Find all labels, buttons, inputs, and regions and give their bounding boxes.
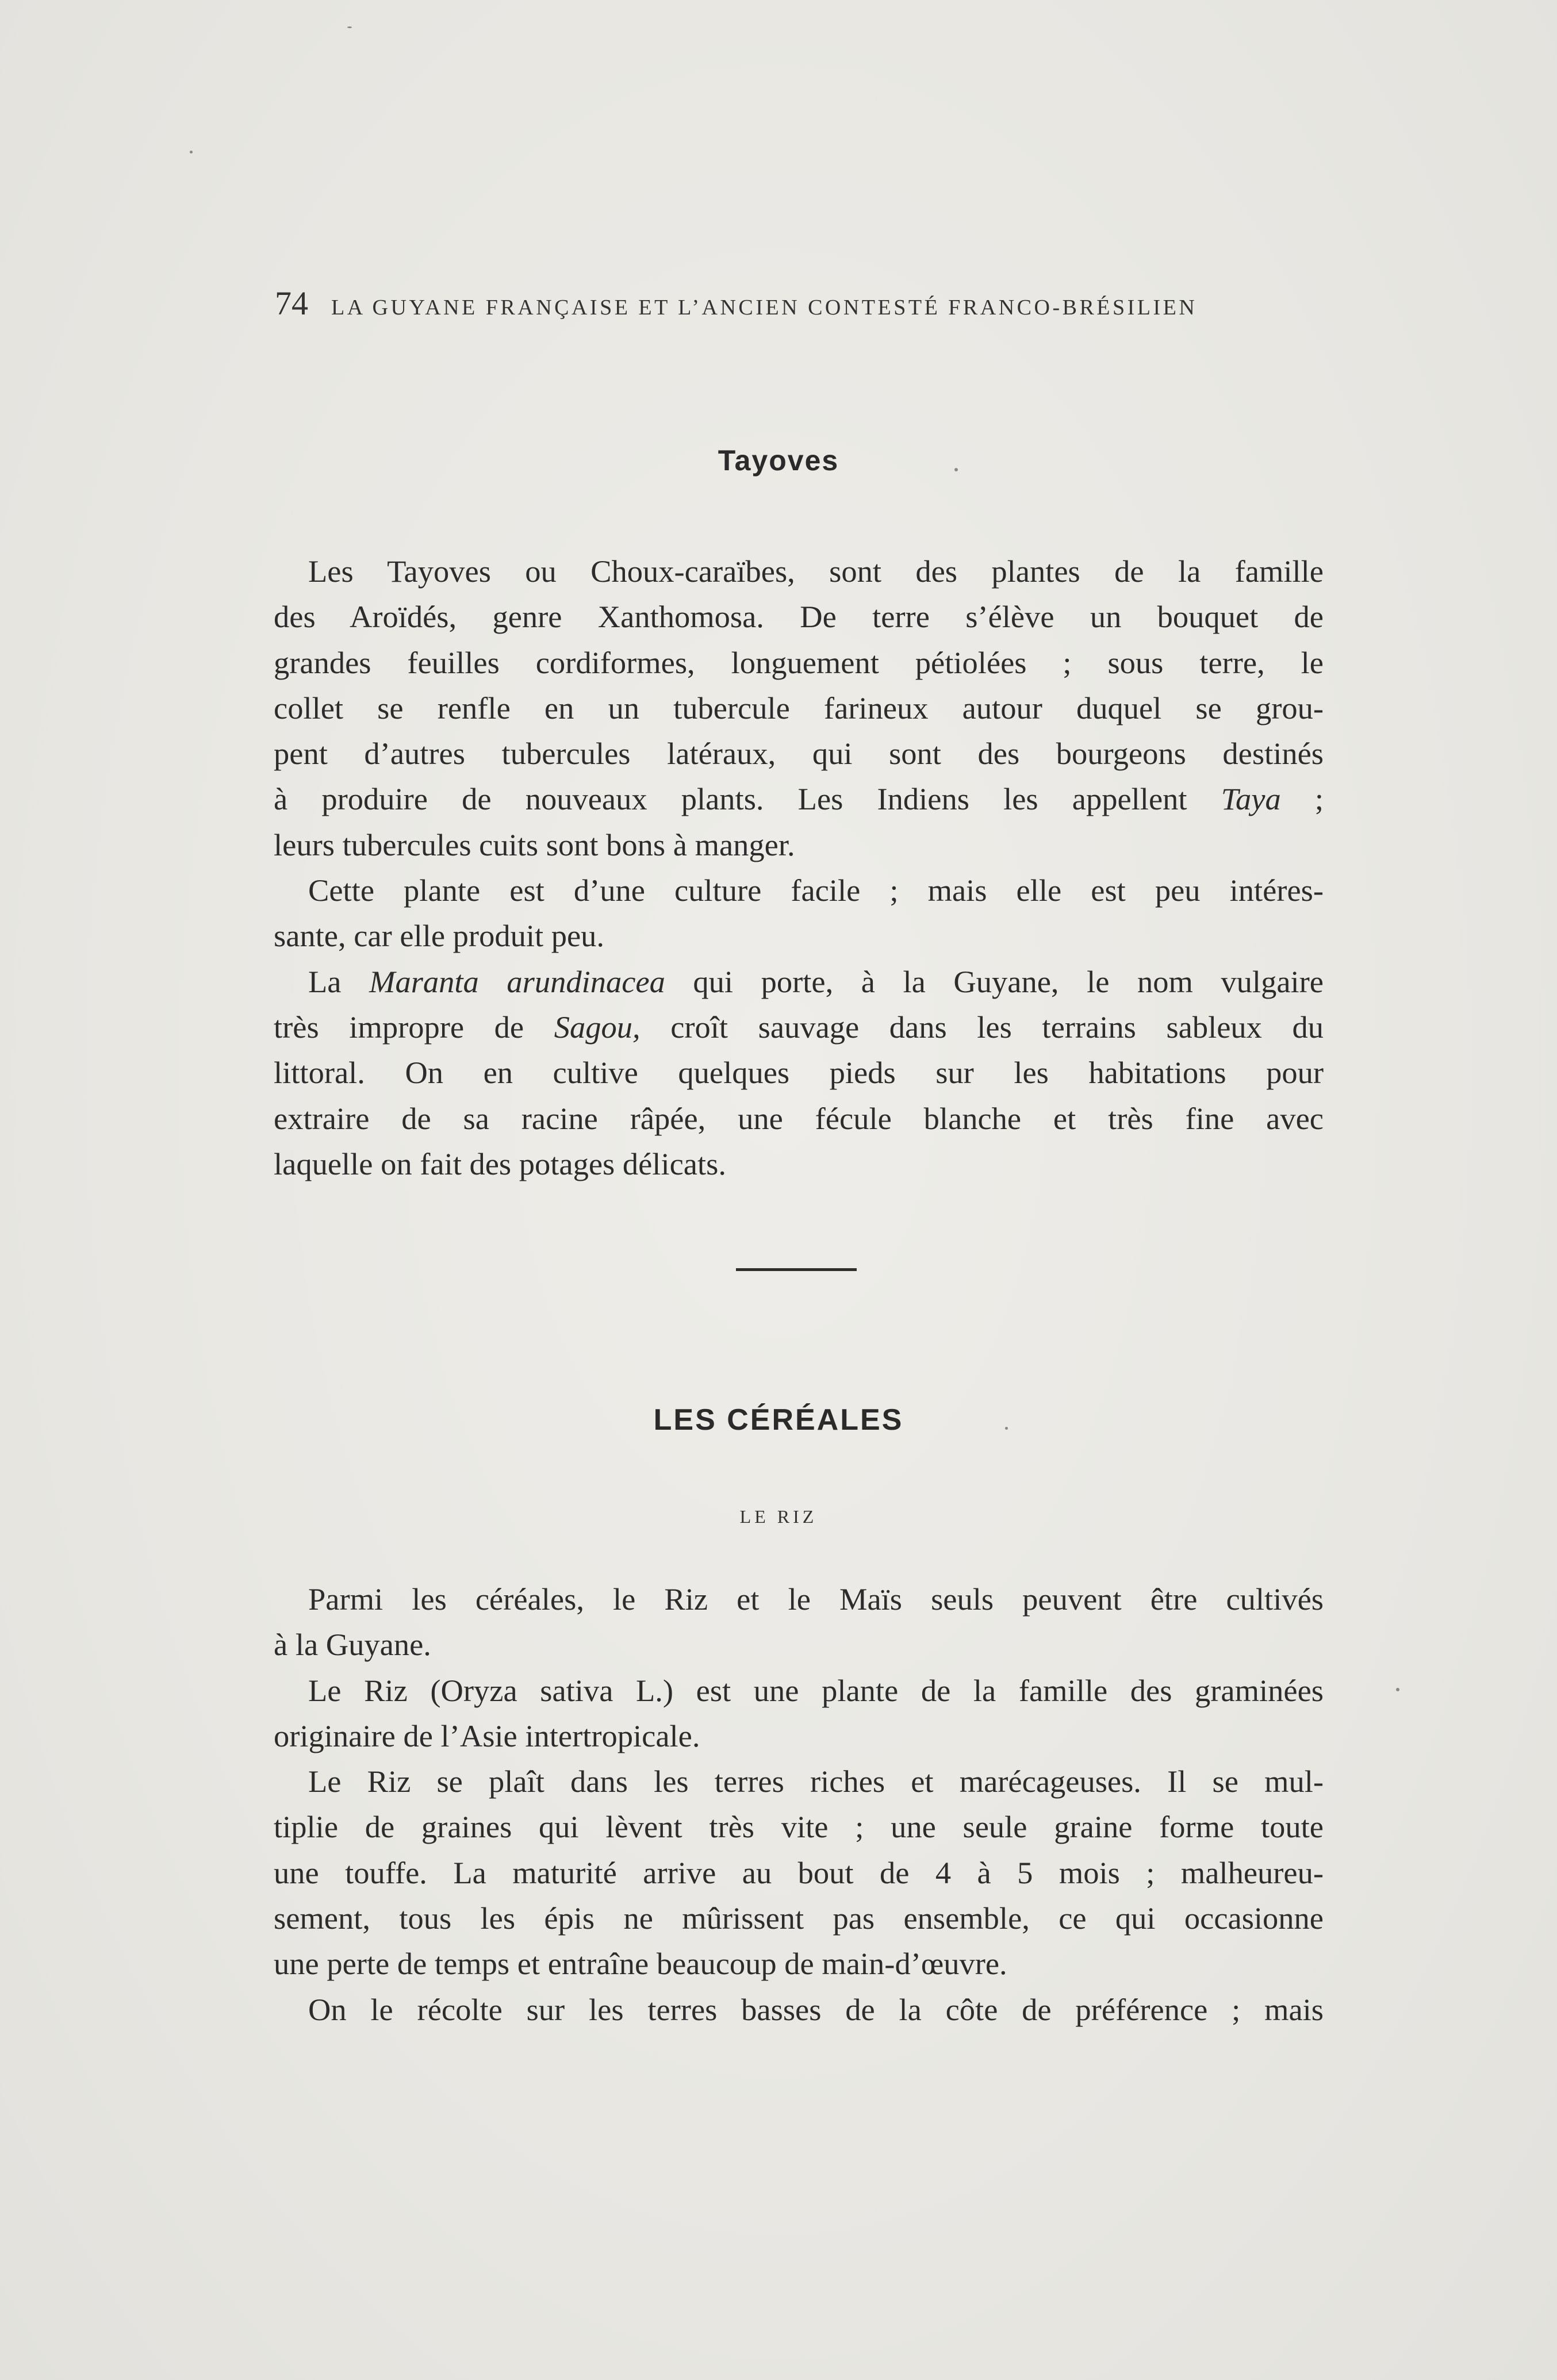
paper-speck [190, 151, 193, 153]
text-segment: croît sauvage dans les terrains sableux du [670, 1009, 1324, 1045]
subsection-title-riz: LE RIZ [739, 1506, 818, 1527]
paper-speck [1396, 1688, 1399, 1691]
text-line [274, 776, 1324, 822]
text-line: Parmi les céréales, le Riz et le Maïs seuls peuvent être cultivés [308, 1581, 1324, 1617]
text-line: On le récolte sur les terres basses de la côte de préférence ; mais [308, 1991, 1324, 2027]
section-divider [736, 1268, 857, 1271]
italic-term: Taya [1221, 781, 1281, 817]
text-line: leurs tubercules cuits sont bons à manger. [274, 827, 795, 862]
text-segment: qui porte, à la Guyane, le nom vulgaire [693, 963, 1324, 999]
text-line: extraire de sa racine râpée, une fécule blanche et très fine avec [274, 1100, 1324, 1136]
tayoves-body [274, 548, 1324, 1187]
text-line: une perte de temps et entraîne beaucoup de main-d’œuvre. [274, 1946, 1007, 1982]
text-line [274, 959, 1324, 1004]
page-number: 74 [275, 285, 308, 322]
text-line: Le Riz (Oryza sativa L.) est une plante de la famille des graminées [308, 1672, 1324, 1708]
text-line: Le Riz se plaît dans les terres riches et marécageuses. Il se mul- [308, 1764, 1324, 1799]
cereales-body [274, 1576, 1324, 2032]
text-line: pent d’autres tubercules latéraux, qui sont des bourgeons destinés [274, 736, 1324, 771]
text-line: originaire de l’Asie intertropicale. [274, 1718, 700, 1753]
text-line: grandes feuilles cordiformes, longuement pétiolées ; sous terre, le [274, 644, 1324, 680]
text-line: littoral. On en cultive quelques pieds sur les habitations pour [274, 1055, 1324, 1091]
text-line: sement, tous les épis ne mûrissent pas ensemble, ce qui occasionne [274, 1901, 1324, 1936]
section-title-tayoves: Tayoves [718, 444, 839, 477]
text-line: à la Guyane. [274, 1627, 431, 1663]
text-line: des Aroïdés, genre Xanthomosa. De terre s’élève un bouquet de [274, 599, 1324, 635]
italic-term: Sagou, [554, 1009, 641, 1045]
section-title-cereales: LES CÉRÉALES [653, 1403, 904, 1437]
text-line [274, 1004, 1324, 1050]
text-segment: très impropre de [274, 1009, 524, 1045]
text-segment: à produire de nouveaux plants. Les Indiens les appellent [274, 781, 1187, 817]
text-segment: La [308, 963, 342, 999]
text-line: Cette plante est d’une culture facile ; mais elle est peu intéres- [308, 873, 1324, 908]
text-line: une touffe. La maturité arrive au bout de 4 à 5 mois ; malheureu- [274, 1855, 1324, 1890]
text-line: sante, car elle produit peu. [274, 918, 605, 954]
running-header-title: LA GUYANE FRANÇAISE ET L’ANCIEN CONTESTÉ FRANCO-BRÉSILIEN [331, 295, 1198, 320]
text-line: laquelle on fait des potages délicats. [274, 1146, 726, 1181]
running-header [275, 284, 1264, 324]
italic-term: Maranta arundinacea [369, 963, 665, 999]
text-line: Les Tayoves ou Choux-caraïbes, sont des plantes de la famille [308, 554, 1324, 589]
text-line: tiplie de graines qui lèvent très vite ; une seule graine forme toute [274, 1809, 1324, 1845]
text-segment: ; [1280, 781, 1324, 817]
paper-speck [347, 26, 352, 28]
text-line: collet se renfle en un tubercule farineux autour duquel se grou- [274, 690, 1324, 725]
